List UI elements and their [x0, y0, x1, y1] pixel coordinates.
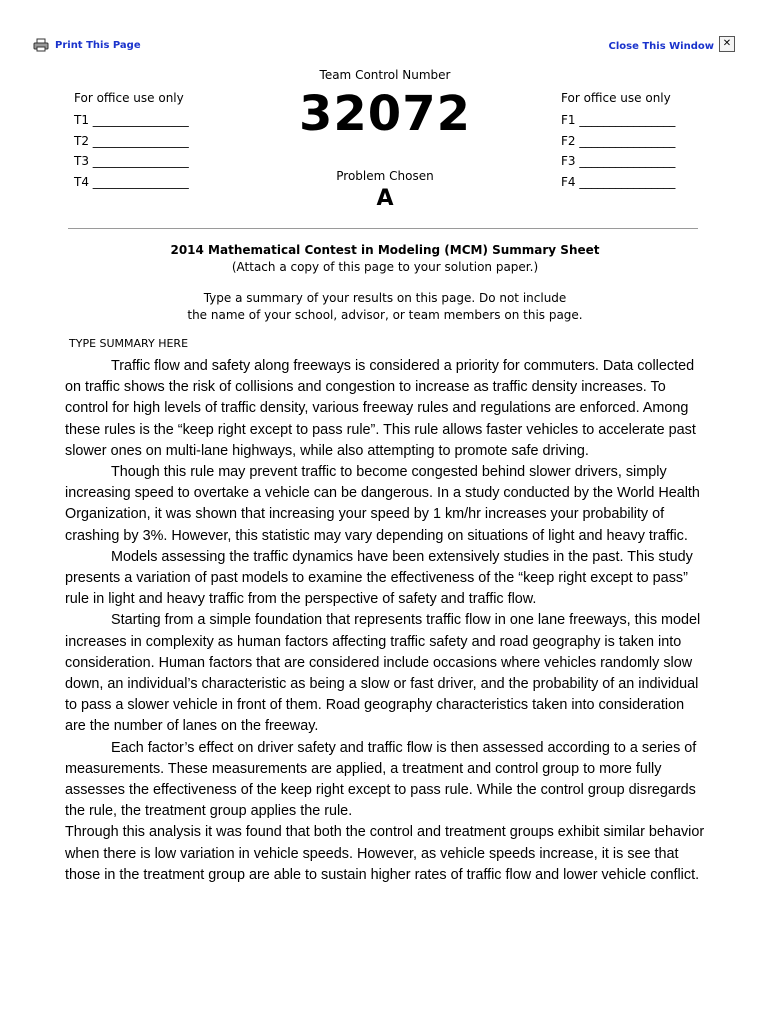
summary-paragraph-1: Traffic flow and safety along freeways is considered a priority for commuters. Data collected on traffic shows the risk of collisions and congestion to increase as traffic density increases. To control for high levels of traffic density, various freeway rules and regulations are enforced. Among these rules is the “keep right except to pass rule”. This rule allows faster vehicles to accelerate past slower ones on multi-lane highways, while also attempting to promote safe driving. — [65, 358, 696, 459]
office-field-f4: F4 ________________ — [561, 174, 676, 189]
print-page-label: Print This Page — [55, 39, 141, 51]
office-use-left — [74, 91, 189, 192]
print-page-link[interactable] — [33, 38, 141, 52]
instructions-line-1: Type a summary of your results on this page. Do not include — [203, 291, 567, 305]
summary-paragraph-3: Models assessing the traffic dynamics have been extensively studies in the past. This study presents a variation of past models to examine the effectiveness of the “keep right except to pass” rule in light and heavy traffic from the perspective of safety and traffic flow. — [65, 548, 693, 608]
sheet-title: 2014 Mathematical Contest in Modeling (MCM) Summary Sheet — [170, 243, 600, 257]
close-window-link[interactable]: Close This Window — [608, 41, 714, 52]
office-field-f2: F2 ________________ — [561, 133, 676, 148]
office-field-f3: F3 ________________ — [561, 154, 676, 168]
summary-body — [65, 356, 705, 886]
office-field-t1: T1 ________________ — [74, 113, 189, 127]
office-use-left-header: For office use only — [74, 91, 184, 105]
type-summary-label: TYPE SUMMARY HERE — [69, 337, 189, 350]
office-field-t4: T4 ________________ — [74, 174, 189, 189]
summary-paragraph-6: Through this analysis it was found that both the control and treatment groups exhibit similar behavior when there is low variation in vehicle speeds. However, as vehicle speeds increase, it is see that those in the treatment group are able to sustain higher rates of traffic flow and lower vehicle conflict. — [65, 824, 705, 883]
office-use-right — [561, 91, 675, 192]
team-control-label: Team Control Number — [319, 68, 451, 82]
summary-paragraph-4: Starting from a simple foundation that represents traffic flow in one lane freeways, this model increases in complexity as human factors affecting traffic safety and road geography is taken into consideration. Human factors that are considered include occasions where vehicles randomly slow down, an individual’s characteristic as being a slow or fast driver, and the probability of an individual to pass a slower vehicle in front of them. Road geography characteristics taken into consideration are the number of lanes on the freeway. — [65, 612, 701, 735]
team-control-number: 32072 — [299, 86, 471, 142]
office-use-right-header: For office use only — [561, 91, 671, 105]
printer-icon — [33, 38, 49, 52]
office-field-t3: T3 ________________ — [74, 154, 189, 168]
problem-chosen-label: Problem Chosen — [336, 169, 434, 183]
instructions — [0, 290, 770, 324]
office-field-t2: T2 ________________ — [74, 133, 189, 148]
summary-paragraph-5: Each factor’s effect on driver safety and traffic flow is then assessed according to a series of measurements. These measurements are applied, a treatment and control group to more fully assesses the effectiveness of the keep right except to pass rule. While the control group disregards the rule, the treatment group applies the rule. — [65, 739, 697, 820]
close-icon: ✕ — [722, 38, 732, 49]
toolbar — [0, 36, 770, 58]
close-window-button[interactable] — [719, 36, 735, 52]
problem-chosen-value: A — [376, 186, 394, 211]
instructions-line-2: the name of your school, advisor, or team members on this page. — [187, 308, 583, 322]
divider — [68, 228, 698, 229]
summary-paragraph-2: Though this rule may prevent traffic to become congested behind slower drivers, simply increasing speed to overtake a vehicle can be dangerous. In a study conducted by the World Health Organization, it was shown that increasing your speed by 1 km/hr increases your probability of crashing by 3%. However, this statistic may vary depending on situations of light and heavy traffic. — [65, 464, 700, 544]
office-field-f1: F1 ________________ — [561, 113, 676, 127]
sheet-subtitle: (Attach a copy of this page to your solution paper.) — [231, 260, 539, 274]
